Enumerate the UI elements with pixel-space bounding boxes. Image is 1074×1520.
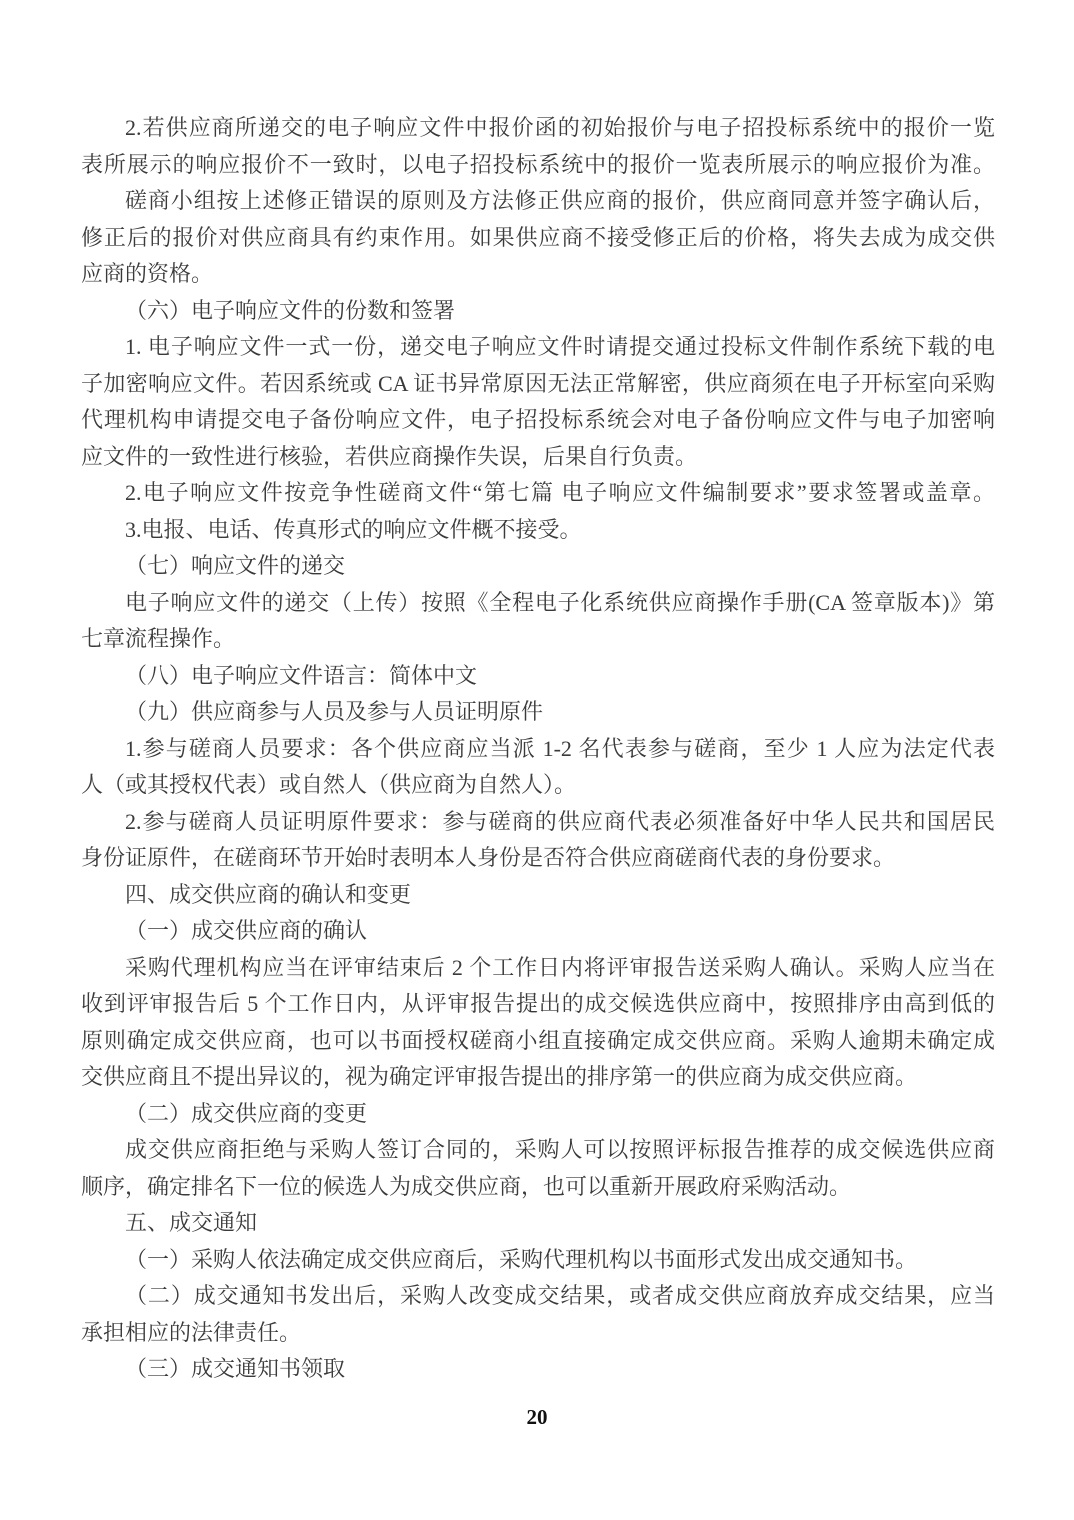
text-line: 3.电报、电话、传真形式的响应文件概不接受。: [125, 516, 582, 542]
text-line: 四、成交供应商的确认和变更: [125, 881, 412, 907]
text-line: 2.若供应商所递交的电子响应文件中报价函的初始报价与电子招投标系统中的报价一览: [125, 115, 995, 140]
text-line: 表所展示的响应报价不一致时，以电子招投标系统中的报价一览表所展示的响应报价为准。: [81, 151, 995, 177]
text-line: （一）成交供应商的确认: [125, 918, 368, 943]
text-line: 应文件的一致性进行核验，若供应商操作失误，后果自行负责。: [81, 443, 698, 469]
text-line: （九）供应商参与人员及参与人员证明原件: [125, 699, 544, 724]
text-line: 承担相应的法律责任。: [81, 1319, 302, 1345]
text-line: 交供应商且不提出异议的，视为确定评审报告提出的排序第一的供应商为成交供应商。: [81, 1064, 918, 1089]
text-line: 原则确定成交供应商，也可以书面授权磋商小组直接确定成交供应商。采购人逾期未确定成: [81, 1027, 995, 1053]
text-line: 2.电子响应文件按竞争性磋商文件“第七篇 电子响应文件编制要求”要求签署或盖章。: [125, 480, 995, 505]
text-line: 子加密响应文件。若因系统或 CA 证书异常原因无法正常解密，供应商须在电子开标室向采购: [81, 370, 995, 396]
text-line: （七）响应文件的递交: [125, 553, 346, 578]
text-line: 身份证原件，在磋商环节开始时表明本人身份是否符合供应商磋商代表的身份要求。: [81, 845, 896, 870]
text-line: 修正后的报价对供应商具有约束作用。如果供应商不接受修正后的价格，将失去成为成交供: [81, 224, 995, 250]
text-line: 顺序，确定排名下一位的候选人为成交供应商，也可以重新开展政府采购活动。: [81, 1173, 852, 1199]
text-line: （三）成交通知书领取: [125, 1356, 346, 1381]
text-line: （六）电子响应文件的份数和签署: [125, 297, 456, 323]
text-line: （八）电子响应文件语言：简体中文: [125, 662, 478, 688]
text-line: 五、成交通知: [125, 1210, 258, 1235]
text-line: 采购代理机构应当在评审结束后 2 个工作日内将评审报告送采购人确认。采购人应当在: [125, 954, 995, 980]
text-line: （一）采购人依法确定成交供应商后，采购代理机构以书面形式发出成交通知书。: [125, 1246, 918, 1272]
text-line: 1. 电子响应文件一式一份，递交电子响应文件时请提交通过投标文件制作系统下载的电: [125, 334, 995, 359]
text-line: 人（或其授权代表）或自然人（供应商为自然人）。: [81, 772, 577, 797]
page-number: 20: [526, 1405, 548, 1429]
text-line: 1.参与磋商人员要求：各个供应商应当派 1-2 名代表参与磋商，至少 1 人应为法定代表: [125, 735, 995, 761]
text-line: 七章流程操作。: [81, 626, 236, 651]
text-line: （二）成交通知书发出后，采购人改变成交结果，或者成交供应商放弃成交结果，应当: [125, 1283, 995, 1308]
text-line: 应商的资格。: [81, 261, 214, 286]
text-line: 电子响应文件的递交（上传）按照《全程电子化系统供应商操作手册(CA 签章版本)》第: [125, 589, 995, 615]
text-line: 成交供应商拒绝与采购人签订合同的，采购人可以按照评标报告推荐的成交候选供应商: [125, 1137, 995, 1162]
text-line: 2.参与磋商人员证明原件要求：参与磋商的供应商代表必须准备好中华人民共和国居民: [125, 808, 995, 834]
text-line: （二）成交供应商的变更: [125, 1100, 368, 1126]
document-body: [81, 110, 995, 1388]
text-line: 磋商小组按上述修正错误的原则及方法修正供应商的报价，供应商同意并签字确认后，: [125, 188, 995, 213]
text-line: 收到评审报告后 5 个工作日内，从评审报告提出的成交候选供应商中，按照排序由高到低的: [81, 991, 995, 1016]
text-line: 代理机构申请提交电子备份响应文件，电子招投标系统会对电子备份响应文件与电子加密响: [81, 407, 995, 432]
